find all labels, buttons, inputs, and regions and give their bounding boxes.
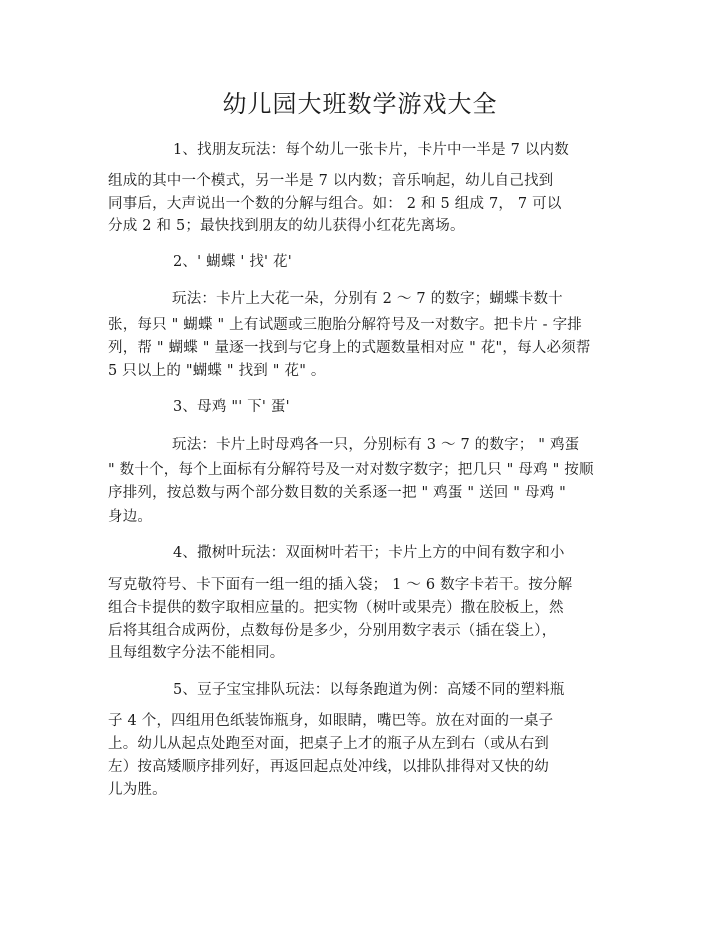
section-4-line-5: 且每组数字分法不能相同。 (108, 645, 285, 661)
section-5-line-2: 子 4 个，四组用色纸装饰瓶身，如眼睛，嘴巴等。放在对面的一桌子 (108, 713, 554, 729)
section-5-line-3: 上。幼儿从起点处跑至对面，把桌子上才的瓶子从左到右（或从右到 (108, 736, 549, 752)
section-1-line-4: 分成 2 和 5；最快找到朋友的幼儿获得小红花先离场。 (108, 218, 465, 234)
section-1-line-1: 1、找朋友玩法：每个幼儿一张卡片，卡片中一半是 7 以内数 (173, 142, 569, 158)
document-title: 幼儿园大班数学游戏大全 (222, 90, 498, 118)
section-1-line-3: 同事后，大声说出一个数的分解与组合。如： 2 和 5 组成 7， 7 可以 (108, 196, 562, 212)
section-3-line-2: " 数十个，每个上面标有分解符号及一对对数字数字；把几只 " 母鸡 " 按顺 (108, 462, 594, 478)
section-4-line-2: 写克敬符号、卡下面有一组一组的插入袋； 1 ～ 6 数字卡若干。按分解 (108, 577, 573, 593)
section-3-heading: 3、母鸡 "' 下' 蛋' (173, 399, 290, 415)
section-4-line-1: 4、撒树叶玩法：双面树叶若干；卡片上方的中间有数字和小 (173, 545, 565, 561)
section-2-line-3: 列，帮 " 蝴蝶 " 量逐一找到与它身上的式题数量相对应 " 花"，每人必须帮 (108, 340, 591, 356)
section-5-line-1: 5、豆子宝宝排队玩法：以每条跑道为例：高矮不同的塑料瓶 (173, 682, 565, 698)
section-2-heading: 2、' 蝴蝶 ' 找' 花' (173, 254, 292, 270)
section-5-line-5: 儿为胜。 (108, 782, 167, 798)
section-4-line-3: 组合卡提供的数字取相应量的。把实物（树叶或果壳）撒在胶板上，然 (108, 600, 564, 616)
section-2-line-2: 张，每只 " 蝴蝶 " 上有试题或三胞胎分解符号及一对数字。把卡片 - 字排 (108, 317, 582, 333)
section-3-line-3: 序排列，按总数与两个部分数目数的关系逐一把 " 鸡蛋 " 送回 " 母鸡 " (108, 485, 567, 501)
section-2-line-4: 5 只以上的 "蝴蝶 " 找到 " 花" 。 (108, 363, 326, 379)
section-3-line-1: 玩法：卡片上时母鸡各一只，分别标有 3 ～ 7 的数字； " 鸡蛋 (172, 437, 580, 453)
section-1-line-2: 组成的其中一个模式，另一半是 7 以内数；音乐响起，幼儿自己找到 (108, 173, 554, 189)
section-5-line-4: 左）按高矮顺序排列好，再返回起点处冲线，以排队排得对又快的幼 (108, 759, 549, 775)
section-3-line-4: 身边。 (108, 509, 153, 525)
section-2-line-1: 玩法：卡片上大花一朵，分别有 2 ～ 7 的数字；蝴蝶卡数十 (172, 291, 563, 307)
section-4-line-4: 后将其组合成两份，点数每份是多少，分别用数字表示（插在袋上）， (108, 623, 557, 639)
